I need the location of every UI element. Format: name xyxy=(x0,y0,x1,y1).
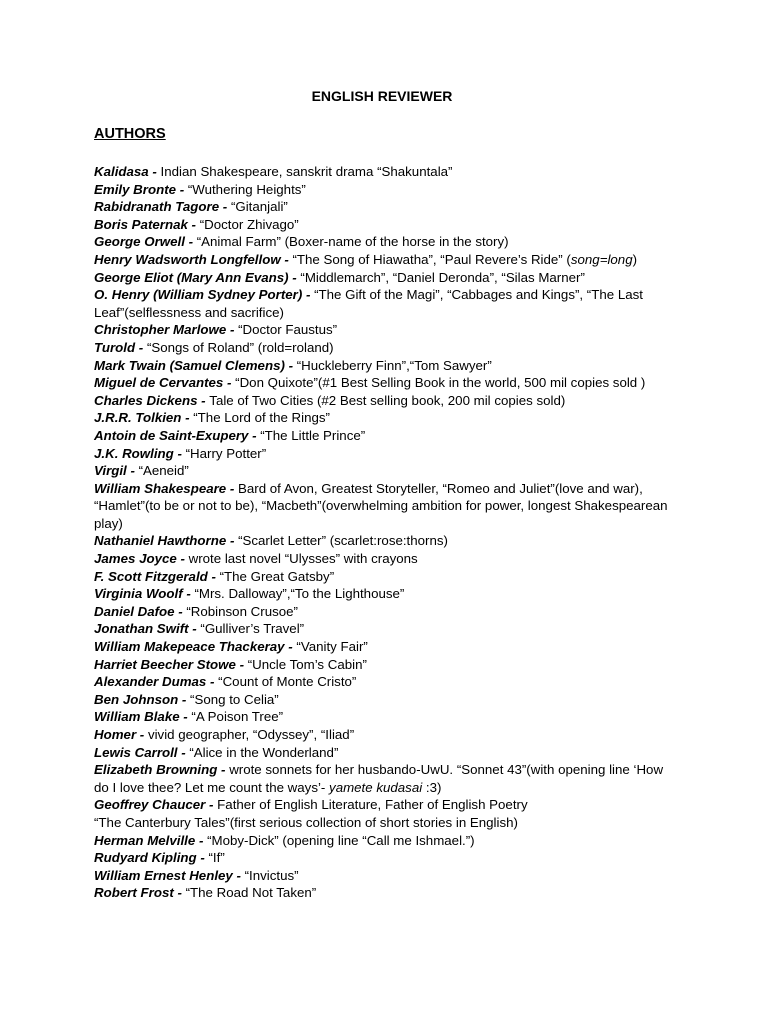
author-entry xyxy=(94,585,674,603)
author-name: William Ernest Henley - xyxy=(94,867,245,883)
section-heading: AUTHORS xyxy=(94,126,166,142)
author-name: J.R.R. Tolkien - xyxy=(94,410,194,426)
author-works: “Mrs. Dalloway”,“To the Lighthouse” xyxy=(194,586,405,602)
author-entry xyxy=(94,550,674,568)
author-name: Christopher Marlowe - xyxy=(94,322,239,338)
author-works-italic: song=long xyxy=(570,251,633,267)
author-works: “Moby-Dick” (opening line “Call me Ishmael.”) xyxy=(207,832,475,848)
author-works: “Uncle Tom’s Cabin” xyxy=(247,656,367,672)
author-list xyxy=(94,163,674,902)
author-works: “Invictus” xyxy=(244,867,299,883)
author-works: vivid geographer, “Odyssey”, “Iliad” xyxy=(147,727,355,742)
author-entry xyxy=(94,251,674,269)
author-entry xyxy=(94,163,674,181)
author-name: Miguel de Cervantes - xyxy=(94,375,236,391)
author-entry xyxy=(94,216,674,234)
author-entry xyxy=(94,867,674,885)
author-name: Mark Twain (Samuel Clemens) - xyxy=(94,357,297,373)
author-works: “The Great Gatsby” xyxy=(219,568,335,584)
author-entry xyxy=(94,269,674,287)
author-entry xyxy=(94,761,674,796)
author-name: Henry Wadsworth Longfellow - xyxy=(94,251,293,267)
author-works: “The Lord of the Rings” xyxy=(193,410,330,426)
author-entry xyxy=(94,321,674,339)
author-works: Father of English Literature, Father of English Poetry xyxy=(217,797,528,813)
author-name: George Eliot (Mary Ann Evans) - xyxy=(94,269,301,285)
author-works: “The Gift of the Magi”, “Cabbages and Kings”, “The Last Leaf”(selflessness and sacrifice) xyxy=(94,287,643,320)
author-entry xyxy=(94,532,674,550)
author-works: “Animal Farm” (Boxer-name of the horse in the story) xyxy=(196,234,509,250)
author-name: Geoffrey Chaucer - xyxy=(94,797,218,813)
author-works: “If” xyxy=(208,850,225,866)
author-works: “A Poison Tree” xyxy=(191,709,284,725)
author-entry xyxy=(94,462,674,480)
author-name: J.K. Rowling - xyxy=(94,445,186,461)
author-entry xyxy=(94,673,674,691)
author-entry xyxy=(94,708,674,726)
author-name: Virginia Woolf - xyxy=(94,586,195,602)
author-name: Daniel Dafoe - xyxy=(94,603,187,619)
author-works: wrote last novel “Ulysses” with crayons xyxy=(188,551,418,567)
author-works: “Song to Celia” xyxy=(190,691,279,707)
author-works: “The Little Prince” xyxy=(260,427,366,443)
author-works-suffix: :3) xyxy=(422,779,442,795)
author-works: “Gulliver’s Travel” xyxy=(200,621,305,637)
author-name: Nathaniel Hawthorne - xyxy=(94,533,239,549)
document-title: ENGLISH REVIEWER xyxy=(311,88,453,104)
author-works: “Wuthering Heights” xyxy=(187,181,306,197)
author-works: Indian Shakespeare, sanskrit drama “Shakuntala” xyxy=(160,164,453,179)
author-name: William Blake - xyxy=(94,709,192,725)
author-works: “Middlemarch”, “Daniel Deronda”, “Silas Marner” xyxy=(300,269,585,285)
author-works: “Gitanjali” xyxy=(230,199,288,215)
author-name: Lewis Carroll - xyxy=(94,744,190,760)
author-name: Ben Johnson - xyxy=(94,691,191,707)
author-entry xyxy=(94,286,674,321)
author-entry xyxy=(94,233,674,251)
author-name: O. Henry (William Sydney Porter) - xyxy=(94,287,315,303)
author-works-line2: “The Canterbury Tales”(first serious collection of short stories in English) xyxy=(94,814,518,830)
author-works-italic: yamete kudasai xyxy=(329,779,423,795)
author-works: “Don Quixote”(#1 Best Selling Book in the world, 500 mil copies sold ) xyxy=(235,375,646,391)
author-entry xyxy=(94,480,674,533)
author-name: William Makepeace Thackeray - xyxy=(94,639,297,655)
author-works: “Doctor Faustus” xyxy=(238,322,338,338)
author-works: “Aeneid” xyxy=(138,463,189,479)
author-works: “Alice in the Wonderland” xyxy=(189,744,339,760)
author-entry xyxy=(94,796,674,831)
author-name: Emily Bronte - xyxy=(94,181,188,197)
author-name: Elizabeth Browning - xyxy=(94,762,230,778)
author-works: “Count of Monte Cristo” xyxy=(218,674,357,690)
author-name: Harriet Beecher Stowe - xyxy=(94,656,248,672)
author-name: Charles Dickens - xyxy=(94,392,210,408)
author-name: Turold - xyxy=(94,339,147,355)
author-works: Tale of Two Cities (#2 Best selling book, 200 mil copies sold) xyxy=(209,392,566,408)
author-works: “Doctor Zhivago” xyxy=(199,216,299,232)
author-entry xyxy=(94,884,674,902)
author-entry xyxy=(94,603,674,621)
author-name: George Orwell - xyxy=(94,234,197,250)
author-works: “Huckleberry Finn”,“Tom Sawyer” xyxy=(296,357,492,373)
author-entry xyxy=(94,832,674,850)
author-works: “Vanity Fair” xyxy=(296,639,368,655)
author-name: F. Scott Fitzgerald - xyxy=(94,568,220,584)
author-name: Jonathan Swift - xyxy=(94,621,201,637)
author-name: Rabidranath Tagore - xyxy=(94,199,231,215)
author-entry xyxy=(94,339,674,357)
author-entry xyxy=(94,656,674,674)
author-name: Alexander Dumas - xyxy=(94,674,219,690)
author-name: Rudyard Kipling - xyxy=(94,850,209,866)
author-name: Homer - xyxy=(94,727,148,742)
author-works: wrote sonnets for her husbando-UwU. “Sonnet 43”(with opening line ‘How do I love thee? Let me count the ways’- xyxy=(94,762,664,795)
author-works: “Scarlet Letter” (scarlet:rose:thorns) xyxy=(238,533,448,549)
author-entry xyxy=(94,427,674,445)
author-name: Robert Frost - xyxy=(94,885,186,901)
author-entry xyxy=(94,392,674,410)
author-entry xyxy=(94,638,674,656)
author-name: Virgil - xyxy=(94,463,139,479)
author-entry xyxy=(94,357,674,375)
author-entry xyxy=(94,744,674,762)
author-name: Herman Melville - xyxy=(94,832,208,848)
author-name: Kalidasa - xyxy=(94,164,161,179)
author-works: “Harry Potter” xyxy=(185,445,267,461)
author-entry xyxy=(94,409,674,427)
author-works-suffix: ) xyxy=(632,251,638,267)
author-name: William Shakespeare - xyxy=(94,480,238,496)
author-works: “The Song of Hiawatha”, “Paul Revere’s Ride” ( xyxy=(292,251,571,267)
author-works: Bard of Avon, Greatest Storyteller, “Romeo and Juliet”(love and war), “Hamlet”(to be or not to be), “Macbeth”(overwhelming ambition for power, longest Shakespearean play) xyxy=(94,480,668,531)
author-name: James Joyce - xyxy=(94,551,189,567)
author-name: Boris Paternak - xyxy=(94,216,200,232)
author-entry xyxy=(94,726,674,744)
author-works: “Songs of Roland” (rold=roland) xyxy=(146,339,334,355)
author-entry xyxy=(94,691,674,709)
author-works: “Robinson Crusoe” xyxy=(186,603,298,619)
author-entry xyxy=(94,445,674,463)
author-entry xyxy=(94,181,674,199)
author-works: “The Road Not Taken” xyxy=(185,885,317,901)
author-entry xyxy=(94,620,674,638)
author-entry xyxy=(94,198,674,216)
author-entry xyxy=(94,374,674,392)
author-entry xyxy=(94,568,674,586)
author-name: Antoin de Saint-Exupery - xyxy=(94,427,261,443)
author-entry xyxy=(94,849,674,867)
